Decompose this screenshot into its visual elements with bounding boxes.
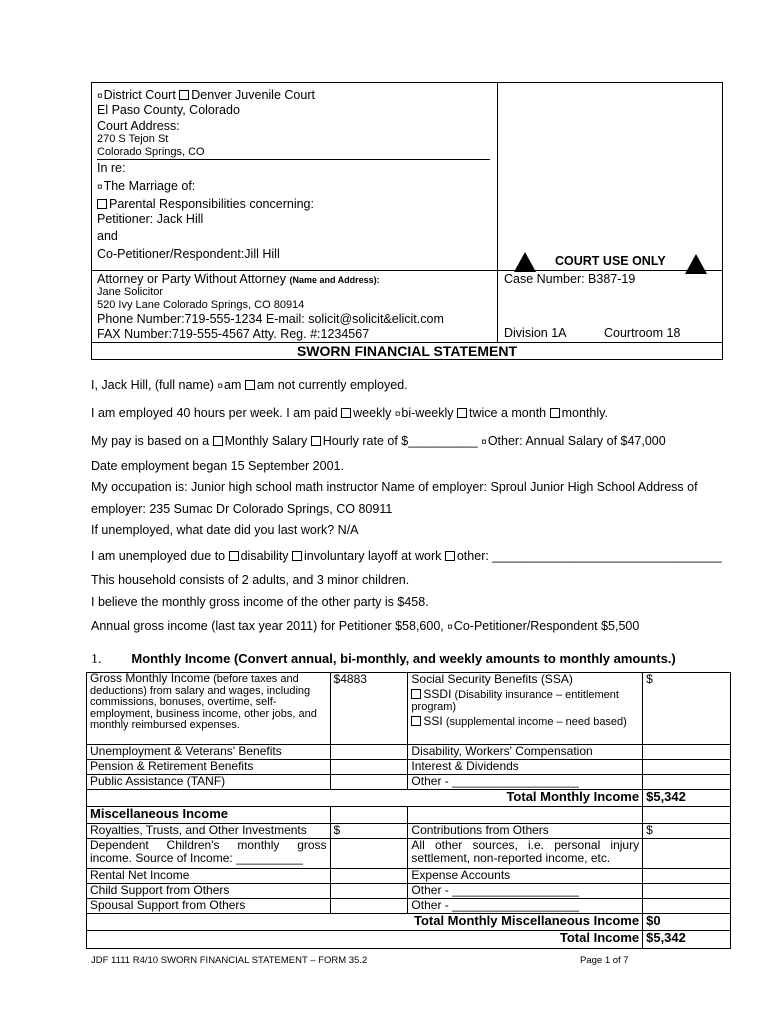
checkbox-icon[interactable] xyxy=(179,90,189,100)
statement-last-work: If unemployed, what date did you last work? N/A xyxy=(91,523,359,537)
ssa-cell: Social Security Benefits (SSA) SSDI (Disability insurance – entitlement program) SSI (supplemental income – need based) xyxy=(408,673,643,745)
other-value[interactable] xyxy=(643,775,731,790)
marriage-line: ¤The Marriage of: xyxy=(97,179,196,193)
checkbox-icon[interactable] xyxy=(550,408,560,418)
rental-label: Rental Net Income xyxy=(87,869,331,884)
expense-value[interactable] xyxy=(643,869,731,884)
checked-box-icon[interactable]: ¤ xyxy=(97,182,103,193)
other-label: Other - ___________________ xyxy=(408,775,643,790)
unemployment-label: Unemployment & Veterans' Benefits xyxy=(87,745,331,760)
table-row xyxy=(87,775,731,790)
other-label: Other - ___________________ xyxy=(408,899,643,914)
pension-value[interactable] xyxy=(330,760,408,775)
table-row xyxy=(87,745,731,760)
table-row xyxy=(87,884,731,899)
statement-unemployed-reason: I am unemployed due to disability involuntary layoff at work other: _________________________________ xyxy=(91,549,722,563)
total-misc-value[interactable]: $0 xyxy=(643,914,731,931)
statement-other-party-income: I believe the monthly gross income of the other party is $458. xyxy=(91,595,429,609)
dependent-income-value[interactable] xyxy=(330,839,408,869)
division: Division 1A xyxy=(504,326,567,340)
checked-box-icon[interactable]: ¤ xyxy=(217,381,223,392)
checkbox-icon[interactable] xyxy=(341,408,351,418)
copetitioner: Co-Petitioner/Respondent:Jill Hill xyxy=(97,247,280,261)
statement-start-date: Date employment began 15 September 2001. xyxy=(91,459,344,473)
gross-income-cell: Gross Monthly Income (before taxes and deductions) from salary and wages, including commissions, bonuses, overtime, self-employment, business income, other jobs, and monthly reimbursed expenses. xyxy=(87,673,331,745)
checkbox-icon[interactable] xyxy=(97,199,107,209)
checkbox-icon[interactable] xyxy=(292,551,302,561)
dependent-income-label: Dependent Children's monthly gross income. Source of Income: __________ xyxy=(87,839,331,869)
section-title: 1. Monthly Income (Convert annual, bi-monthly, and weekly amounts to monthly amounts.) xyxy=(91,651,676,667)
disability-value[interactable] xyxy=(643,745,731,760)
income-table xyxy=(86,672,731,949)
expense-label: Expense Accounts xyxy=(408,869,643,884)
table-row xyxy=(87,824,731,839)
table-row xyxy=(87,839,731,869)
table-row xyxy=(87,899,731,914)
fax: FAX Number:719-555-4567 Atty. Reg. #:1234567 xyxy=(97,327,370,341)
table-row xyxy=(87,869,731,884)
table-row xyxy=(87,914,731,931)
table-row xyxy=(87,807,731,824)
footer-page-number: Page 1 of 7 xyxy=(580,955,629,966)
public-assistance-value[interactable] xyxy=(330,775,408,790)
royalties-label: Royalties, Trusts, and Other Investments xyxy=(87,824,331,839)
misc-income-heading: Miscellaneous Income xyxy=(87,807,331,824)
case-number: Case Number: B387-19 xyxy=(504,272,636,286)
table-row xyxy=(87,760,731,775)
pension-label: Pension & Retirement Benefits xyxy=(87,760,331,775)
parental-line: Parental Responsibilities concerning: xyxy=(97,197,314,212)
petitioner: Petitioner: Jack Hill xyxy=(97,212,204,226)
page-title: SWORN FINANCIAL STATEMENT xyxy=(296,343,518,359)
spousal-support-value[interactable] xyxy=(330,899,408,914)
checkbox-icon[interactable] xyxy=(411,689,421,699)
court-address-label: Court Address: xyxy=(97,119,180,133)
statement-pay-basis: My pay is based on a Monthly Salary Hourly rate of $__________ ¤Other: Annual Salary of $47,000 xyxy=(91,434,666,448)
triangle-left-icon xyxy=(514,252,536,272)
table-row xyxy=(87,931,731,949)
caption-hline xyxy=(91,270,723,271)
other-value[interactable] xyxy=(643,884,731,899)
court-address-1: 270 S Tejon St xyxy=(97,133,169,145)
court-address-2: Colorado Springs, CO xyxy=(97,146,205,158)
court-use-only: COURT USE ONLY xyxy=(555,254,666,268)
total-misc-label: Total Monthly Miscellaneous Income xyxy=(87,914,643,931)
total-monthly-value[interactable]: $5,342 xyxy=(643,790,731,807)
table-row xyxy=(87,673,731,745)
gross-income-value[interactable]: $4883 xyxy=(330,673,408,745)
address-underline xyxy=(97,159,490,160)
public-assistance-label: Public Assistance (TANF) xyxy=(87,775,331,790)
checked-box-icon[interactable]: ¤ xyxy=(481,437,487,448)
checked-box-icon[interactable]: ¤ xyxy=(394,409,401,420)
courtroom: Courtroom 18 xyxy=(604,326,681,340)
attorney-address: 520 Ivy Lane Colorado Springs, CO 80914 xyxy=(97,299,305,311)
checkbox-icon[interactable] xyxy=(213,436,223,446)
total-income-label: Total Income xyxy=(87,931,643,949)
triangle-right-icon xyxy=(685,254,707,274)
contributions-value[interactable]: $ xyxy=(643,824,731,839)
table-row xyxy=(87,790,731,807)
total-income-value[interactable]: $5,342 xyxy=(643,931,731,949)
statement-occupation: My occupation is: Junior high school math instructor Name of employer: Sproul Junior High School Address of xyxy=(91,480,698,494)
checkbox-icon[interactable] xyxy=(457,408,467,418)
checked-box-icon[interactable]: ¤ xyxy=(447,622,453,633)
checkbox-icon[interactable] xyxy=(229,551,239,561)
other-label: Other - ___________________ xyxy=(408,884,643,899)
in-re: In re: xyxy=(97,161,126,175)
statement-annual-income: Annual gross income (last tax year 2011) for Petitioner $58,600, ¤Co-Petitioner/Respondent $5,500 xyxy=(91,619,640,633)
checkbox-icon[interactable] xyxy=(311,436,321,446)
statement-employment-status: I, Jack Hill, (full name) ¤am am not currently employed. xyxy=(91,378,408,392)
royalties-value[interactable]: $ xyxy=(330,824,408,839)
checkbox-icon[interactable] xyxy=(411,716,421,726)
contributions-label: Contributions from Others xyxy=(408,824,643,839)
all-other-label: All other sources, i.e. personal injury settlement, non-reported income, etc. xyxy=(408,839,643,869)
checked-box-icon[interactable]: ¤ xyxy=(97,91,103,102)
court-line: ¤District Court Denver Juvenile Court xyxy=(97,88,315,102)
footer-form-id: JDF 1111 R4/10 SWORN FINANCIAL STATEMENT – FORM 35.2 xyxy=(91,955,368,966)
statement-household: This household consists of 2 adults, and 3 minor children. xyxy=(91,573,410,587)
total-monthly-label: Total Monthly Income xyxy=(87,790,643,807)
statement-pay-frequency: I am employed 40 hours per week. I am paid weekly ¤bi-weekly twice a month monthly. xyxy=(91,406,608,420)
rental-value[interactable] xyxy=(330,869,408,884)
interest-label: Interest & Dividends xyxy=(408,760,643,775)
all-other-value[interactable] xyxy=(643,839,731,869)
attorney-label: Attorney or Party Without Attorney (Name and Address): xyxy=(97,272,380,286)
county: El Paso County, Colorado xyxy=(97,103,240,117)
attorney-name: Jane Solicitor xyxy=(97,286,164,298)
checkbox-icon[interactable] xyxy=(445,551,455,561)
caption-divider xyxy=(497,82,498,342)
unemployment-value[interactable] xyxy=(330,745,408,760)
ssa-value[interactable]: $ xyxy=(643,673,731,745)
statement-employer-address: employer: 235 Sumac Dr Colorado Springs, CO 80911 xyxy=(91,502,393,516)
checkbox-icon[interactable] xyxy=(245,380,255,390)
phone: Phone Number:719-555-1234 E-mail: solicit@solicit&elicit.com xyxy=(97,312,444,326)
other-value[interactable] xyxy=(643,899,731,914)
interest-value[interactable] xyxy=(643,760,731,775)
child-support-label: Child Support from Others xyxy=(87,884,331,899)
child-support-value[interactable] xyxy=(330,884,408,899)
spousal-support-label: Spousal Support from Others xyxy=(87,899,331,914)
and-text: and xyxy=(97,229,118,243)
disability-label: Disability, Workers' Compensation xyxy=(408,745,643,760)
